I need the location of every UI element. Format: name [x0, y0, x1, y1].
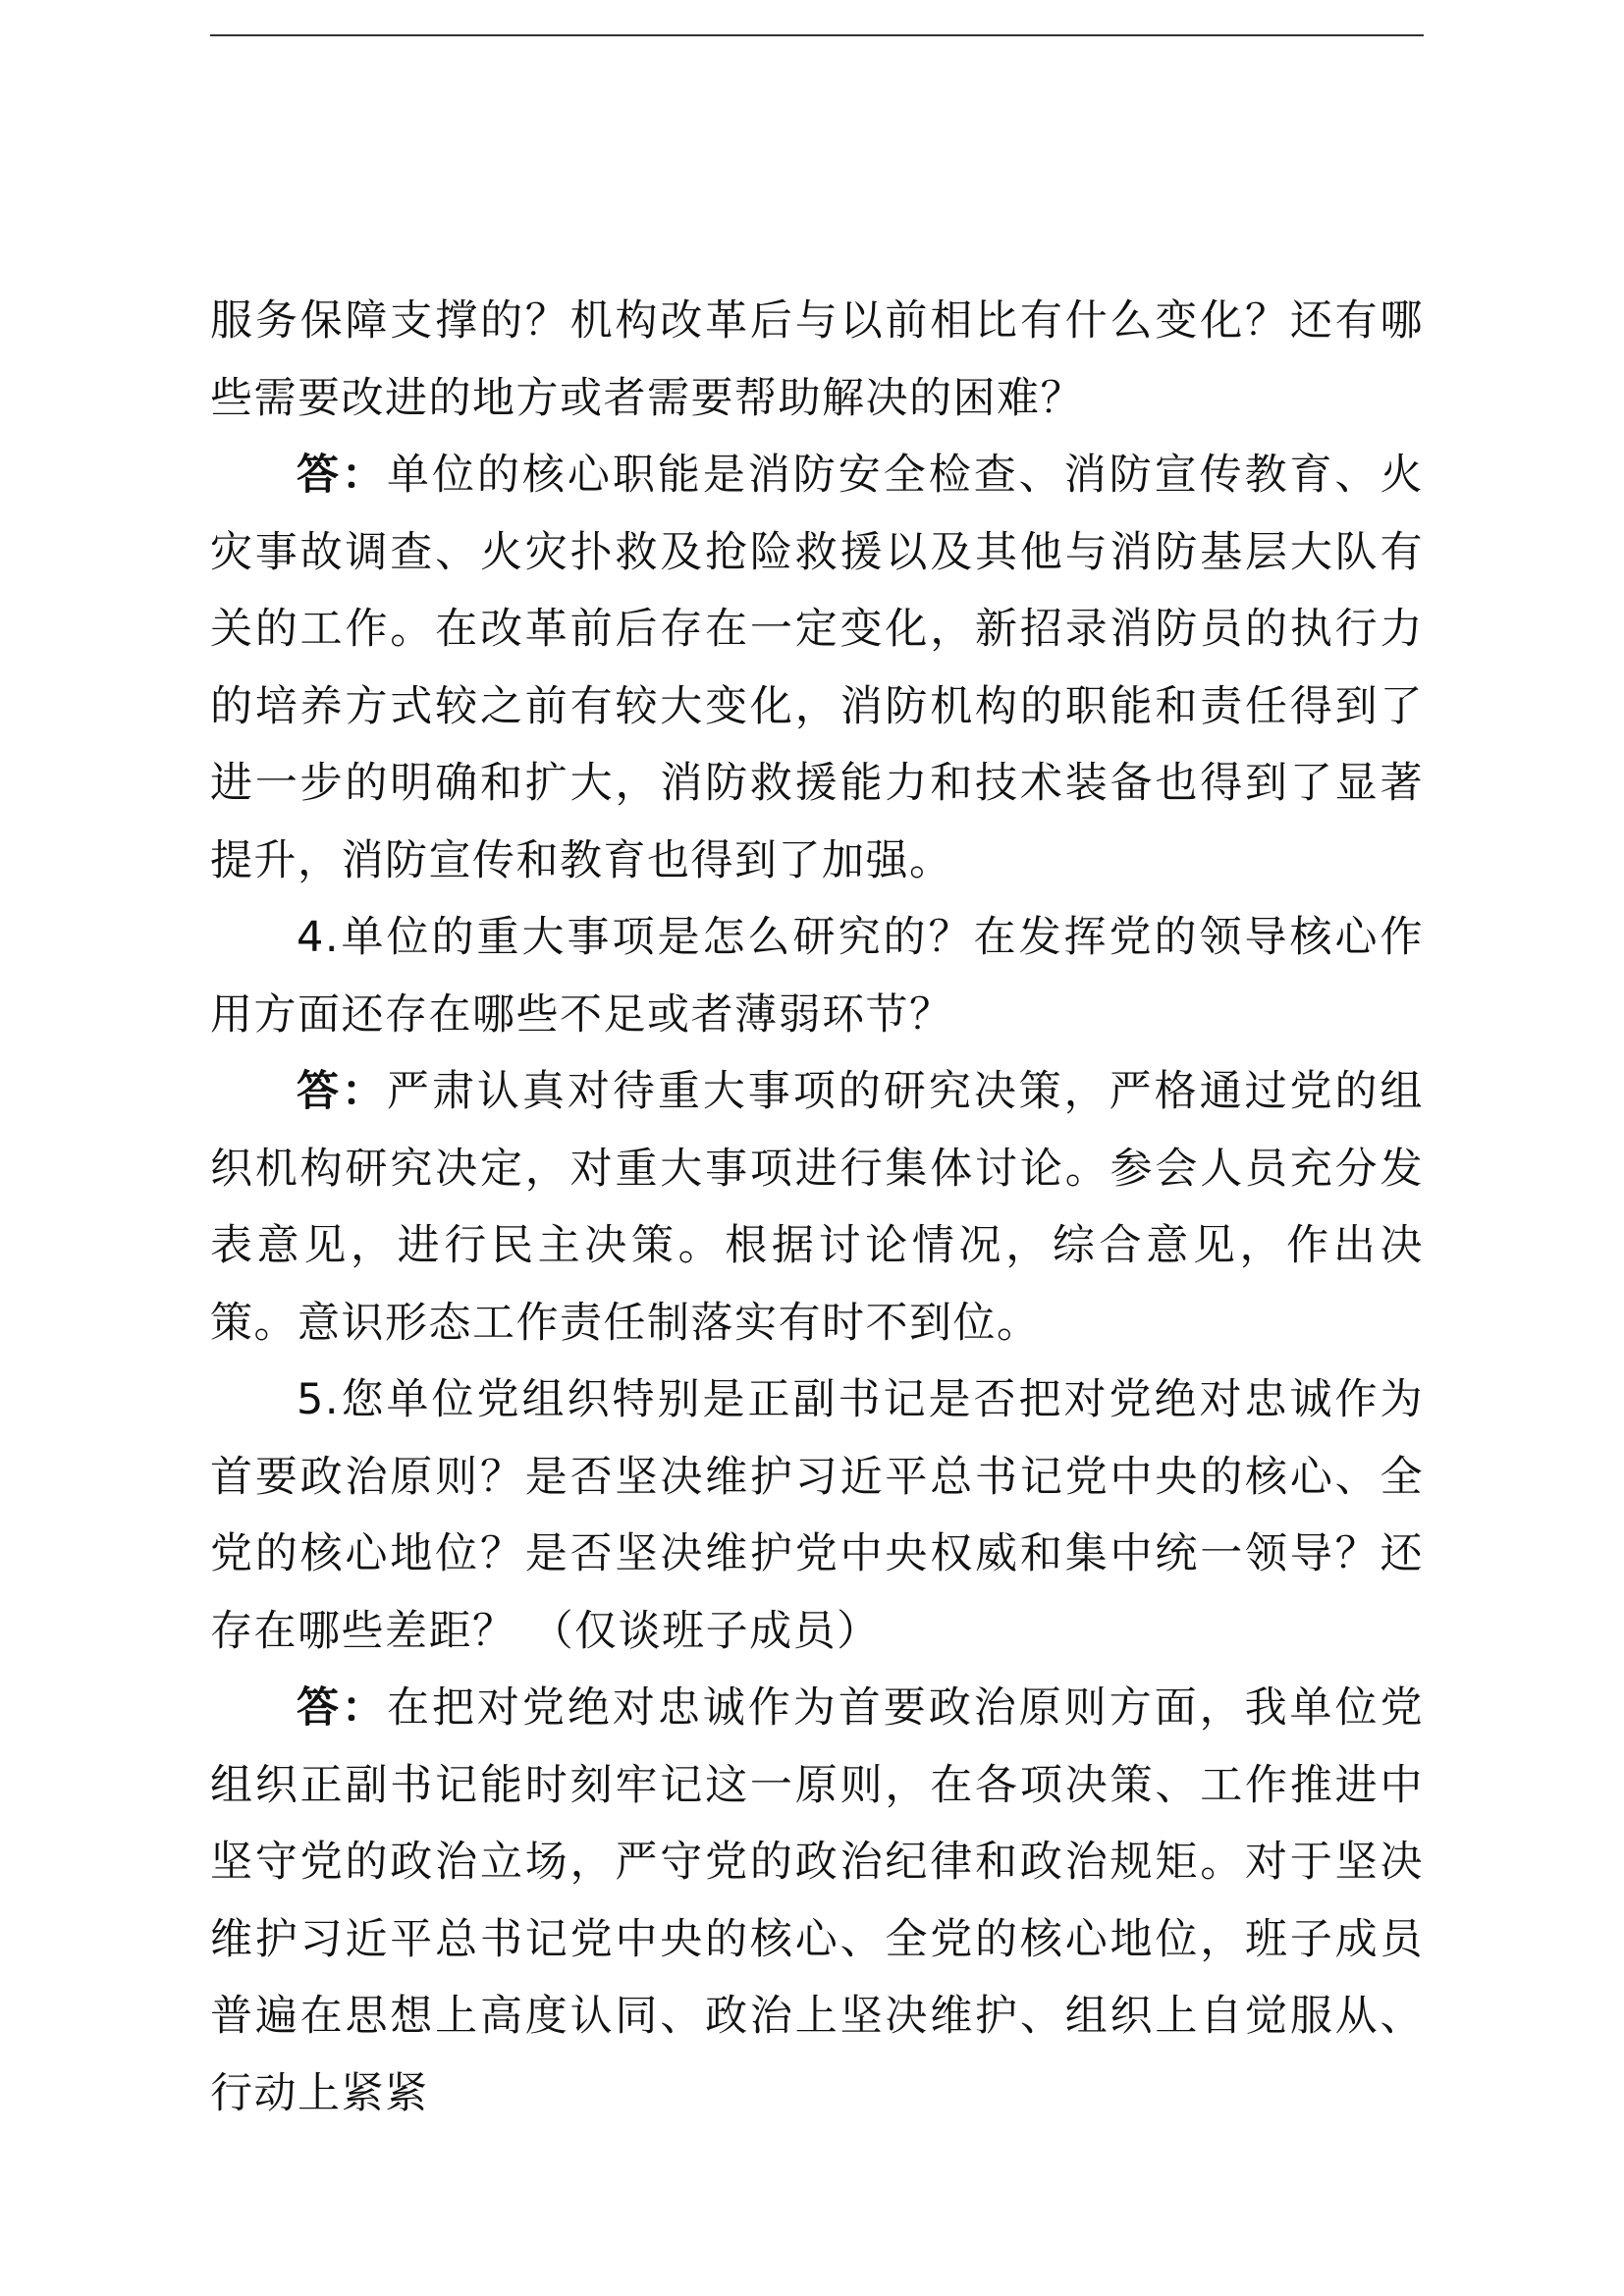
- question-5: [210, 1362, 1424, 1670]
- header-rule: [210, 34, 1424, 36]
- paragraph-text: 严肃认真对待重大事项的研究决策，严格通过党的组织机构研究决定，对重大事项进行集体讨论。参会人员充分发表意见，进行民主决策。根据讨论情况，综合意见，作出决策。意识形态工作责任制落实有时不到位。: [210, 1067, 1425, 1348]
- answer-label: 答：: [297, 1067, 387, 1116]
- answer-label: 答：: [297, 451, 387, 500]
- paragraph-2: [210, 437, 1424, 899]
- paragraph-1: [210, 283, 1424, 437]
- answer-4: [210, 1053, 1424, 1362]
- answer-label: 答：: [297, 1683, 387, 1733]
- paragraph-text: 在把对党绝对忠诚作为首要政治原则方面，我单位党组织正副书记能时刻牢记这一原则，在各项决策、工作推进中坚守党的政治立场，严守党的政治纪律和政治规矩。对于坚决维护习近平总书记党中央的核心、全党的核心地位，班子成员普遍在思想上高度认同、政治上坚决维护、组织上自觉服从、行动上紧紧: [210, 1683, 1425, 2118]
- paragraph-text: 单位的核心职能是消防安全检查、消防宣传教育、火灾事故调查、火灾扑救及抢险救援以及其他与消防基层大队有关的工作。在改革前后存在一定变化，新招录消防员的执行力的培养方式较之前有较大变化，消防机构的职能和责任得到了进一步的明确和扩大，消防救援能力和技术装备也得到了显著提升，消防宣传和教育也得到了加强。: [210, 451, 1425, 885]
- document-body: [210, 283, 1424, 2132]
- answer-5: [210, 1670, 1424, 2132]
- question-4: [210, 899, 1424, 1053]
- paragraph-text: 服务保障支撑的？机构改革后与以前相比有什么变化？还有哪些需要改进的地方或者需要帮助解决的困难？: [210, 296, 1424, 423]
- paragraph-text: 4.单位的重大事项是怎么研究的？在发挥党的领导核心作用方面还存在哪些不足或者薄弱环节？: [210, 913, 1424, 1040]
- paragraph-text: 5.您单位党组织特别是正副书记是否把对党绝对忠诚作为首要政治原则？是否坚决维护习近平总书记党中央的核心、全党的核心地位？是否坚决维护党中央权威和集中统一领导？还存在哪些差距？ （仅谈班子成员）: [210, 1375, 1424, 1656]
